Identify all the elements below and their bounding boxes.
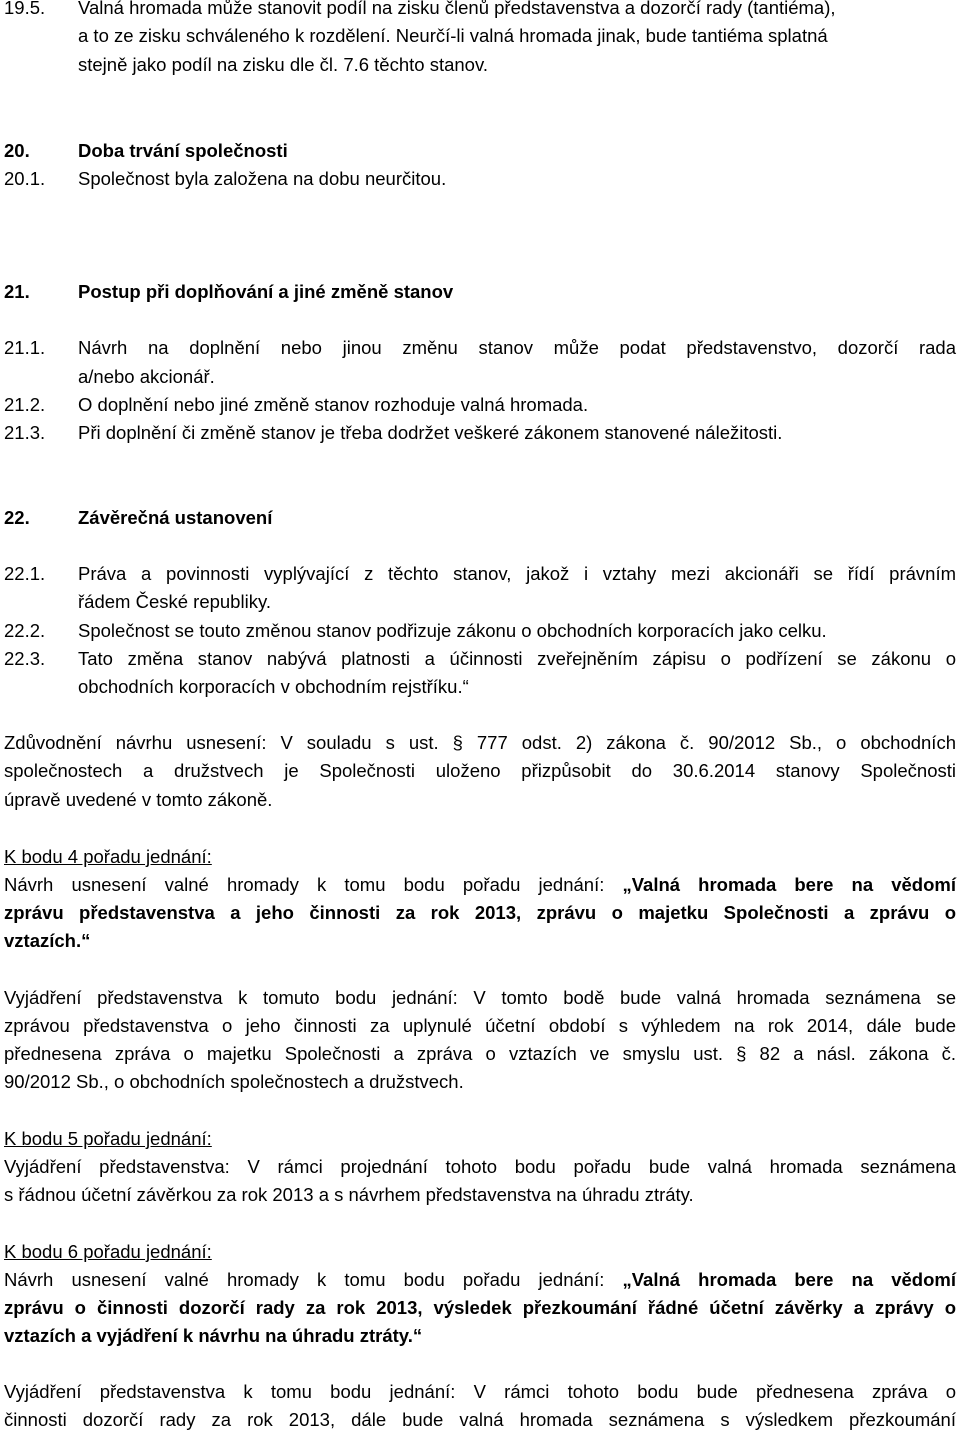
paragraph-line: O doplnění nebo jiné změně stanov rozhoduje valná hromada. bbox=[78, 394, 589, 415]
statement-line: činnosti dozorčí rady za rok 2013, dále bude valná hromada seznámena s výsledkem přezkoumání bbox=[4, 1409, 956, 1430]
justification-line: Zdůvodnění návrhu usnesení: V souladu s ust. § 777 odst. 2) zákona č. 90/2012 Sb., o obchodních bbox=[4, 732, 956, 753]
paragraph-line: a to ze zisku schváleného k rozdělení. Neurčí-li valná hromada jinak, bude tantiéma splatná bbox=[78, 25, 828, 46]
resolution-intro: Návrh usnesení valné hromady k tomu bodu pořadu jednání: bbox=[4, 874, 623, 895]
paragraph-line: Návrh na doplnění nebo jinou změnu stanov může podat představenstvo, dozorčí rada bbox=[78, 337, 956, 358]
resolution-text: „Valná hromada bere na vědomí bbox=[622, 1269, 956, 1290]
section-number: 21.1. bbox=[4, 337, 46, 358]
resolution-intro: Návrh usnesení valné hromady k tomu bodu pořadu jednání: bbox=[4, 1269, 623, 1290]
statement-line: s řádnou účetní závěrkou za rok 2013 a s návrhem představenstva na úhradu ztráty. bbox=[4, 1184, 694, 1205]
resolution-line: vztazích.“ bbox=[4, 930, 91, 951]
resolution-text: „Valná hromada bere na vědomí bbox=[622, 874, 956, 895]
paragraph-line: a/nebo akcionář. bbox=[78, 366, 215, 387]
paragraph-line: Společnost se touto změnou stanov podřizuje zákonu o obchodních korporacích jako celku. bbox=[78, 620, 827, 641]
statement-line: zprávou představenstva o jeho činnosti za uplynulé účetní období s výhledem na rok 2014, dále bude bbox=[4, 1015, 956, 1036]
section-number: 21.2. bbox=[4, 394, 46, 415]
section-heading: Postup při doplňování a jiné změně stanov bbox=[78, 281, 454, 302]
agenda-item-heading: K bodu 4 pořadu jednání: bbox=[4, 846, 212, 867]
justification-line: společnostech a družstvech je Společnosti uloženo přizpůsobit do 30.6.2014 stanovy Společnosti bbox=[4, 760, 956, 781]
paragraph-line: stejně jako podíl na zisku dle čl. 7.6 těchto stanov. bbox=[78, 54, 488, 75]
section-number: 19.5. bbox=[4, 0, 46, 18]
statement-line: Vyjádření představenstva k tomuto bodu jednání: V tomto bodě bude valná hromada seznámena se bbox=[4, 987, 956, 1008]
paragraph-line: obchodních korporacích v obchodním rejstříku.“ bbox=[78, 676, 469, 697]
resolution-line: zprávu o činnosti dozorčí rady za rok 2013, výsledek přezkoumání řádné účetní závěrky a zprávy o bbox=[4, 1297, 956, 1318]
section-number: 21. bbox=[4, 281, 30, 302]
resolution-line bbox=[4, 1266, 956, 1294]
agenda-item-heading: K bodu 5 pořadu jednání: bbox=[4, 1128, 212, 1149]
statement-line: Vyjádření představenstva k tomu bodu jednání: V rámci tohoto bodu bude přednesena zpráva o bbox=[4, 1381, 956, 1402]
paragraph-line: Společnost byla založena na dobu neurčitou. bbox=[78, 168, 447, 189]
resolution-line: vztazích a vyjádření k návrhu na úhradu ztráty.“ bbox=[4, 1325, 423, 1346]
section-number: 20. bbox=[4, 140, 30, 161]
paragraph-line: Práva a povinnosti vyplývající z těchto stanov, jakož i vztahy mezi akcionáři se řídí právním bbox=[78, 563, 956, 584]
paragraph-line: řádem České republiky. bbox=[78, 591, 271, 612]
section-number: 22.3. bbox=[4, 648, 46, 669]
section-number: 21.3. bbox=[4, 422, 46, 443]
justification-line: úpravě uvedené v tomto zákoně. bbox=[4, 789, 273, 810]
section-number: 22.1. bbox=[4, 563, 46, 584]
statement-line: 90/2012 Sb., o obchodních společnostech a družstvech. bbox=[4, 1071, 464, 1092]
paragraph-line: Tato změna stanov nabývá platnosti a účinnosti zveřejněním zápisu o podřízení se zákonu o bbox=[78, 648, 956, 669]
section-number: 20.1. bbox=[4, 168, 46, 189]
resolution-line bbox=[4, 871, 956, 899]
agenda-item-heading: K bodu 6 pořadu jednání: bbox=[4, 1241, 212, 1262]
resolution-line: zprávu představenstva a jeho činnosti za rok 2013, zprávu o majetku Společnosti a zprávu o bbox=[4, 902, 956, 923]
statement-line: přednesena zpráva o majetku Společnosti a zpráva o vztazích ve smyslu ust. § 82 a násl. zákona č. bbox=[4, 1043, 956, 1064]
section-number: 22.2. bbox=[4, 620, 46, 641]
paragraph-line: Valná hromada může stanovit podíl na zisku členů představenstva a dozorčí rady (tantiéma), bbox=[78, 0, 836, 18]
statement-line: Vyjádření představenstva: V rámci projednání tohoto bodu pořadu bude valná hromada seznámena bbox=[4, 1156, 956, 1177]
section-number: 22. bbox=[4, 507, 30, 528]
section-heading: Závěrečná ustanovení bbox=[78, 507, 273, 528]
section-heading: Doba trvání společnosti bbox=[78, 140, 288, 161]
paragraph-line: Při doplnění či změně stanov je třeba dodržet veškeré zákonem stanovené náležitosti. bbox=[78, 422, 783, 443]
